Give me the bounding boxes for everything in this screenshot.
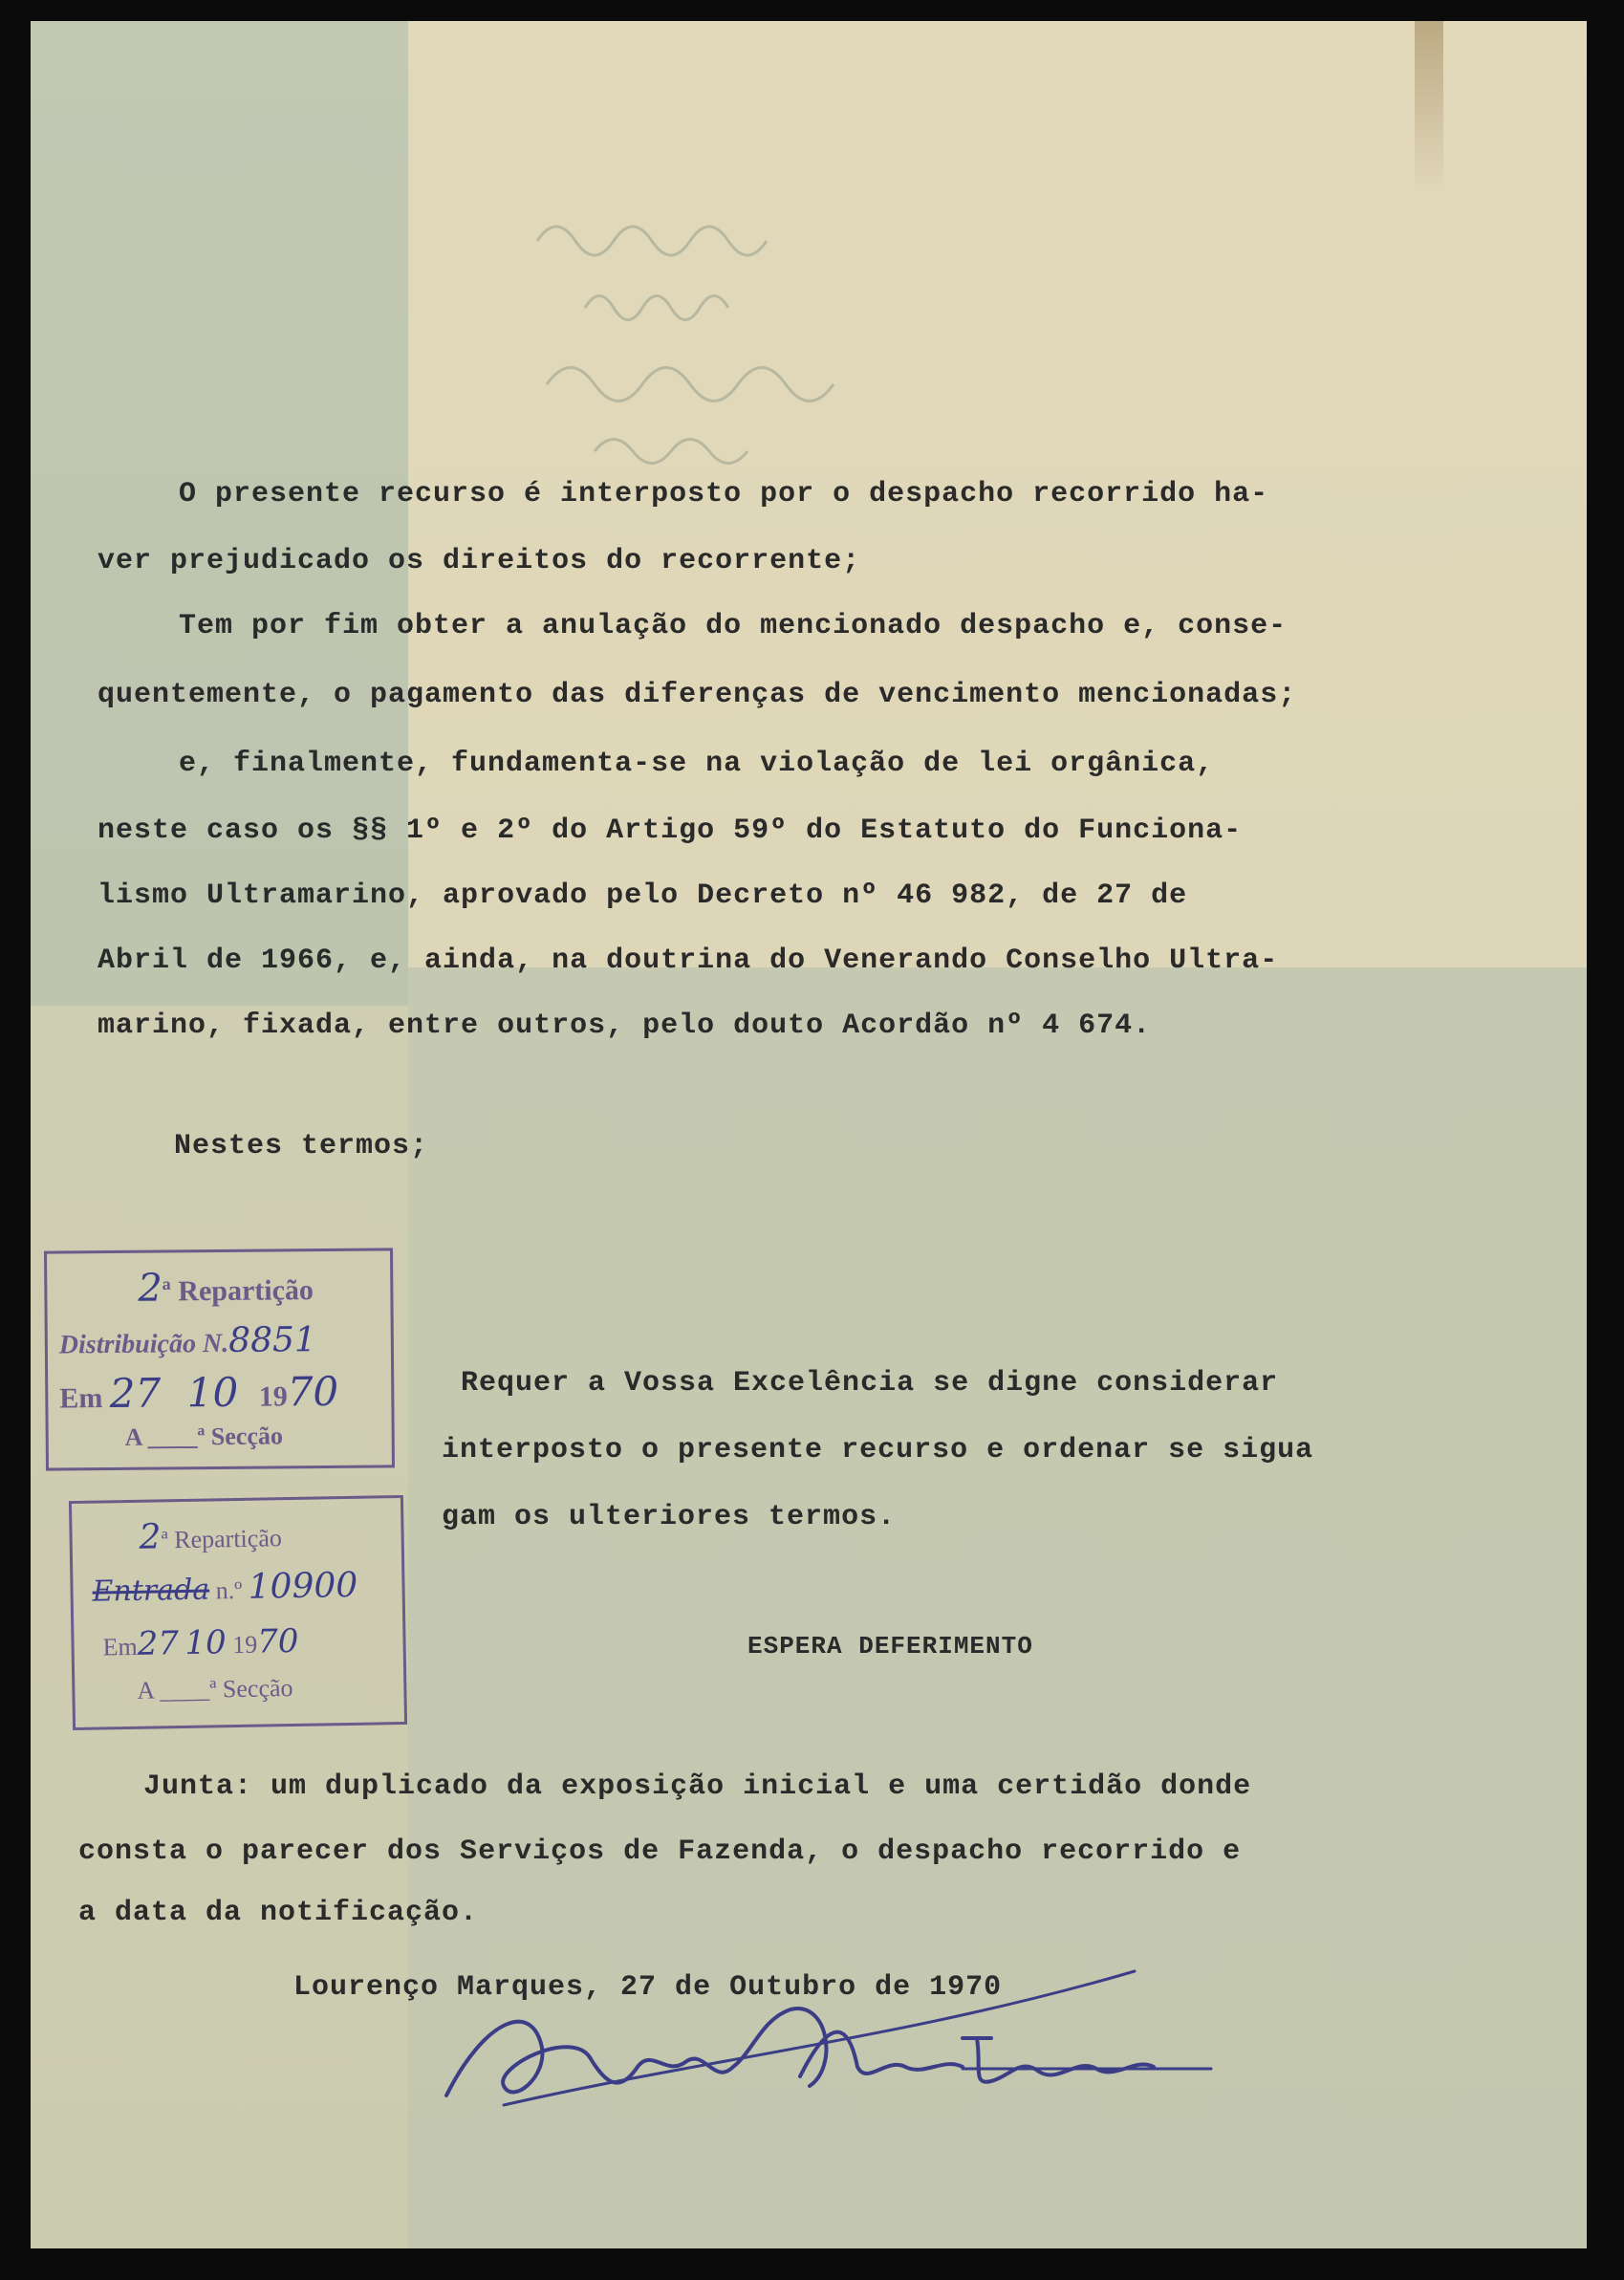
stamp-1-date-year-prefix: 19 <box>258 1380 288 1413</box>
paragraph-3-line-5: marino, fixada, entre outros, pelo douto Acordão nº 4 674. <box>97 1010 1152 1042</box>
stamp-2-section-prefix: A <box>137 1676 154 1705</box>
paragraph-3-line-4: Abril de 1966, e, ainda, na doutrina do Venerando Conselho Ultra- <box>97 945 1279 977</box>
stamp-2-section-label: ª Secção <box>208 1674 293 1704</box>
entry-stamp: 2ª Repartição Entrada n.º 10900 Em27 10 1970 A ____ª Secção <box>69 1495 407 1730</box>
attachment-line-3: a data da notificação. <box>78 1897 479 1929</box>
stamp-2-date-day: 27 <box>137 1624 180 1663</box>
stamp-1-section-label: ª Secção <box>197 1422 284 1451</box>
stamp-1-section-prefix: A <box>124 1422 142 1451</box>
paper-tint-left <box>31 21 408 1006</box>
closing-phrase: Nestes termos; <box>174 1130 429 1162</box>
paper-stain <box>1415 21 1443 193</box>
request-line-2: interposto o presente recurso e ordenar se sigua <box>442 1434 1314 1466</box>
paragraph-2-line-1: Tem por fim obter a anulação do mencionado despacho e, conse- <box>179 610 1288 642</box>
distribution-stamp: 2ª Repartição Distribuição N.8851 Em 27 10 1970 A ____ª Secção <box>44 1248 395 1470</box>
paragraph-3-line-3: lismo Ultramarino, aprovado pelo Decreto nº 46 982, de 27 de <box>97 879 1188 912</box>
paragraph-3-line-2: neste caso os §§ 1º e 2º do Artigo 59º do Estatuto do Funciona- <box>97 814 1243 847</box>
stamp-1-date-year: 70 <box>287 1367 339 1416</box>
stamp-1-repartition-number: 2 <box>138 1266 163 1311</box>
stamp-1-date-month: 10 <box>186 1368 239 1417</box>
attachment-line-2: consta o parecer dos Serviços de Fazenda, o despacho recorrido e <box>78 1835 1242 1868</box>
stamp-2-date-prefix: Em <box>102 1632 138 1661</box>
stamp-1-date-prefix: Em <box>59 1382 103 1415</box>
stamp-2-date-month: 10 <box>184 1623 227 1662</box>
paragraph-2-line-2: quentemente, o pagamento das diferenças de vencimento mencionadas; <box>97 679 1297 711</box>
handwritten-signature <box>427 1962 1249 2153</box>
show-through-handwriting <box>528 203 1006 489</box>
stamp-2-repartition-label: ª Repartição <box>161 1524 283 1554</box>
espera-deferimento: ESPERA DEFERIMENTO <box>747 1632 1033 1661</box>
stamp-1-distribution-number: 8851 <box>228 1320 316 1360</box>
stamp-1-date-day: 27 <box>109 1369 162 1418</box>
stamp-2-date-year-prefix: 19 <box>231 1630 258 1660</box>
attachment-line-1: Junta: um duplicado da exposição inicial e uma certidão donde <box>143 1770 1252 1803</box>
stamp-1-repartition-label: ª Repartição <box>162 1274 314 1308</box>
stamp-2-repartition-number: 2 <box>139 1517 162 1557</box>
paragraph-3-line-1: e, finalmente, fundamenta-se na violação de lei orgânica, <box>179 748 1215 780</box>
document-sheet <box>31 21 1587 2248</box>
stamp-2-entry-label: Entrada <box>92 1573 210 1609</box>
place-date: Lourenço Marques, 27 de Outubro de 1970 <box>293 1971 1003 2004</box>
stamp-2-entry-suffix: n.º <box>215 1575 243 1605</box>
stamp-1-distribution-label: Distribuição N. <box>58 1328 229 1360</box>
stamp-2-date-year: 70 <box>256 1621 299 1661</box>
paragraph-1-line-2: ver prejudicado os direitos do recorrente; <box>97 545 861 577</box>
request-line-3: gam os ulteriores termos. <box>442 1501 897 1533</box>
request-line-1: Requer a Vossa Excelência se digne considerar <box>461 1367 1279 1400</box>
paragraph-1-line-1: O presente recurso é interposto por o despacho recorrido ha- <box>179 478 1269 510</box>
stamp-2-entry-number: 10900 <box>248 1565 358 1607</box>
